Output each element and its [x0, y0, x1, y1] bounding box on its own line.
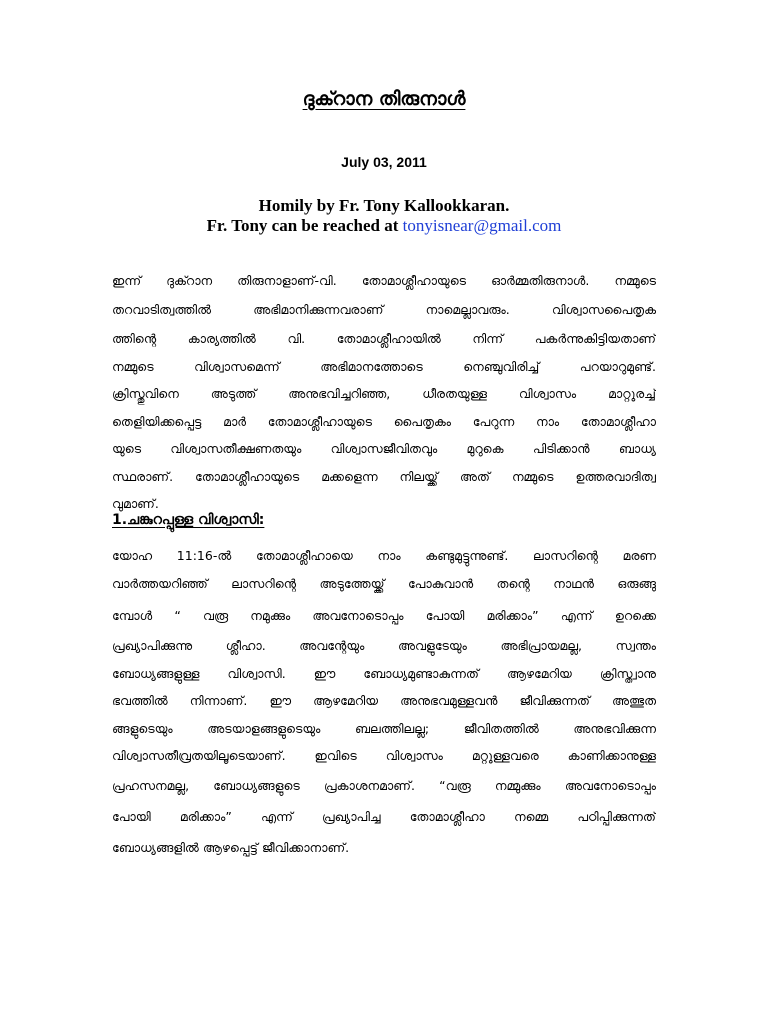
paragraph-line: നമ്മുടെ വിശ്വാസമെന്ന് അഭിമാനത്തോടെ നെഞ്ചുവിരിച്ച് പറയാറുമുണ്ട്.	[112, 359, 656, 374]
email-link[interactable]: tonyisnear@gmail.com	[402, 216, 562, 235]
paragraph-line: ഭവത്തിൽ നിന്നാണ്. ഈ ആഴമേറിയ അനുഭവമുള്ളവൻ ജീവിക്കുന്നത് അത്ഭുത	[112, 693, 656, 708]
section-heading: 1.ചങ്കുറപ്പുള്ള വിശ്വാസി:	[112, 512, 265, 528]
paragraph-line: തെളിയിക്കപ്പെട്ട മാർ തോമാശ്ലീഹായുടെ പൈതൃകം പേറുന്ന നാം തോമാശ്ലീഹാ	[112, 414, 656, 429]
byline	[0, 196, 768, 236]
paragraph-line: പ്രഖ്യാപിക്കുന്നു ശ്ലീഹാ. അവന്റേയും അവളുടേയും അഭിപ്രായമല്ല, സ്വന്തം	[112, 638, 656, 653]
byline-author: Homily by Fr. Tony Kallookkaran.	[258, 196, 510, 215]
paragraph-line: യുടെ വിശ്വാസതീക്ഷണതയും വിശ്വാസജീവിതവും മുറുകെ പിടിക്കാൻ ബാധ്യ	[112, 441, 656, 456]
paragraph-line: മ്പോൾ “ വരൂ നമുക്കും അവനോടൊപ്പം പോയി മരിക്കാം” എന്ന് ഉറക്കെ	[112, 608, 656, 623]
paragraph-line: വുമാണ്.	[112, 496, 159, 511]
paragraph-line: ബോധ്യങ്ങളുള്ള വിശ്വാസി. ഈ ബോധ്യമുണ്ടാകുന്നത് ആഴമേറിയ ക്രിസ്ത്വാനു	[112, 666, 656, 681]
paragraph-line: വിശ്വാസതീവ്രതയിലൂടെയാണ്. ഇവിടെ വിശ്വാസം മറ്റുള്ളവരെ കാണിക്കാനുള്ള	[112, 748, 656, 763]
paragraph-line: ത്തിന്റെ കാര്യത്തിൽ വി. തോമാശ്ലീഹായിൽ നിന്ന് പകർന്നുകിട്ടിയതാണ്	[112, 331, 656, 346]
paragraph-line: പ്രഹസനമല്ല, ബോധ്യങ്ങളുടെ പ്രകാശനമാണ്. “വരൂ നമ്മുക്കും അവനോടൊപ്പം	[112, 778, 656, 793]
document-title	[0, 88, 768, 110]
paragraph-line: പോയി മരിക്കാം” എന്ന് പ്രഖ്യാപിച്ച തോമാശ്ലീഹാ നമ്മെ പഠിപ്പിക്കുന്നത്	[112, 809, 656, 824]
byline-contact-prefix: Fr. Tony can be reached at	[206, 216, 403, 235]
paragraph-line: ക്രിസ്തുവിനെ അടുത്ത് അനുഭവിച്ചറിഞ്ഞ, ധീരതയുള്ള വിശ്വാസം മാറ്റുരച്ച്	[112, 386, 656, 401]
paragraph-line: തറവാടിത്വത്തിൽ അഭിമാനിക്കുന്നവരാണ് നാമെല്ലാവരും. വിശ്വാസപൈതൃക	[112, 302, 656, 317]
document-title-text: ദുക്റാന തിരുനാൾ	[302, 88, 466, 110]
paragraph-line: യോഹ 11:16-ൽ തോമാശ്ലീഹായെ നാം കണ്ടുമുട്ടുന്നുണ്ട്. ലാസറിന്റെ മരണ	[112, 548, 656, 563]
paragraph-line: ബോധ്യങ്ങളിൽ ആഴപ്പെട്ട് ജീവിക്കാനാണ്.	[112, 840, 350, 855]
paragraph-line: ങ്ങളുടെയും അടയാളങ്ങളുടെയും ബലത്തിലല്ല; ജീവിതത്തിൽ അനുഭവിക്കുന്ന	[112, 721, 656, 736]
paragraph-line: സ്ഥരാണ്. തോമാശ്ലീഹായുടെ മക്കളെന്ന നിലയ്ക്ക് അത് നമ്മുടെ ഉത്തരവാദിത്വ	[112, 469, 656, 484]
paragraph-line: ഇന്ന് ദുക്റാന തിരുനാളാണ്-വി. തോമാശ്ലീഹായുടെ ഓർമ്മതിരുനാൾ. നമ്മുടെ	[112, 273, 656, 288]
paragraph-line: വാർത്തയറിഞ്ഞ് ലാസറിന്റെ അടുത്തേയ്ക്ക് പോകുവാൻ തന്റെ നാഥൻ ഒരുങ്ങു	[112, 576, 656, 591]
document-date: July 03, 2011	[341, 154, 427, 170]
byline-contact	[0, 216, 768, 236]
